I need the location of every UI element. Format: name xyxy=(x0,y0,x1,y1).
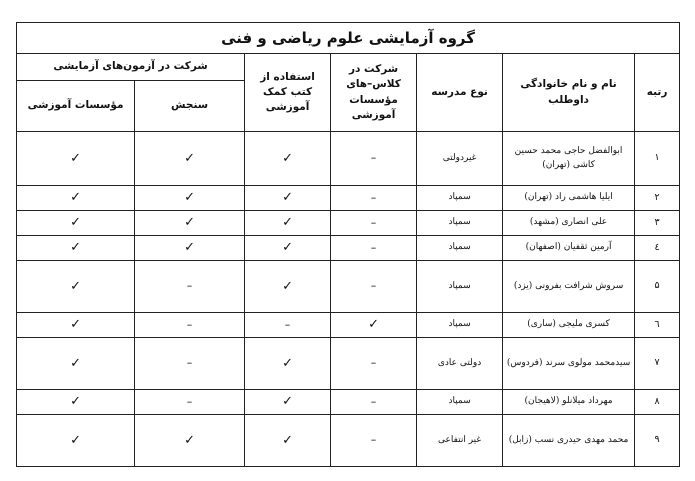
rank-cell: ۵ xyxy=(635,261,680,313)
results-sheet xyxy=(16,22,679,467)
name-cell: مهرداد میلانلو (لاهیجان) xyxy=(503,390,635,415)
name-cell: ایلیا هاشمی راد (تهران) xyxy=(503,186,635,211)
books-cell: ✓ xyxy=(245,132,331,186)
books-cell: ✓ xyxy=(245,236,331,261)
sanjesh-cell: – xyxy=(135,261,245,313)
school-type-cell: سمپاد xyxy=(417,211,503,236)
school-type-cell: سمپاد xyxy=(417,186,503,211)
sanjesh-cell: – xyxy=(135,390,245,415)
books-cell: ✓ xyxy=(245,415,331,467)
classes-cell: ✓ xyxy=(331,313,417,338)
classes-cell: – xyxy=(331,390,417,415)
name-cell: کسری ملیجی (ساری) xyxy=(503,313,635,338)
school-type-cell: دولتی عادی xyxy=(417,338,503,390)
classes-cell: – xyxy=(331,261,417,313)
books-cell: – xyxy=(245,313,331,338)
sanjesh-cell: – xyxy=(135,338,245,390)
rank-cell: ۷ xyxy=(635,338,680,390)
books-cell: ✓ xyxy=(245,390,331,415)
institutes-cell: ✓ xyxy=(17,390,135,415)
name-cell: محمد مهدی حیدری نسب (زابل) xyxy=(503,415,635,467)
school-type-cell: سمپاد xyxy=(417,236,503,261)
results-table xyxy=(16,22,680,467)
name-cell: آرمین ثقفیان (اصفهان) xyxy=(503,236,635,261)
table-row xyxy=(17,338,680,390)
header-school-type: نوع مدرسه xyxy=(417,54,503,132)
school-type-cell: سمپاد xyxy=(417,261,503,313)
rank-cell: ۳ xyxy=(635,211,680,236)
rank-cell: ٤ xyxy=(635,236,680,261)
table-row xyxy=(17,186,680,211)
name-cell: سروش شرافت بفرونی (یزد) xyxy=(503,261,635,313)
header-name: نام و نام خانوادگی داوطلب xyxy=(503,54,635,132)
name-cell: ابوالفضل حاجی محمد حسین کاشی (تهران) xyxy=(503,132,635,186)
classes-cell: – xyxy=(331,132,417,186)
table-row xyxy=(17,211,680,236)
school-type-cell: غیر انتفاعی xyxy=(417,415,503,467)
institutes-cell: ✓ xyxy=(17,338,135,390)
classes-cell: – xyxy=(331,236,417,261)
institutes-cell: ✓ xyxy=(17,313,135,338)
header-books: استفاده از کتب کمک آموزشی xyxy=(245,54,331,132)
institutes-cell: ✓ xyxy=(17,211,135,236)
classes-cell: – xyxy=(331,211,417,236)
school-type-cell: غیردولتی xyxy=(417,132,503,186)
table-row xyxy=(17,261,680,313)
school-type-cell: سمپاد xyxy=(417,313,503,338)
sanjesh-cell: ✓ xyxy=(135,415,245,467)
table-row xyxy=(17,390,680,415)
institutes-cell: ✓ xyxy=(17,261,135,313)
books-cell: ✓ xyxy=(245,261,331,313)
institutes-cell: ✓ xyxy=(17,415,135,467)
books-cell: ✓ xyxy=(245,186,331,211)
rank-cell: ۱ xyxy=(635,132,680,186)
name-cell: علی انصاری (مشهد) xyxy=(503,211,635,236)
classes-cell: – xyxy=(331,415,417,467)
table-body xyxy=(17,132,680,467)
header-classes: شرکت در کلاس–های مؤسسات آموزشی xyxy=(331,54,417,132)
institutes-cell: ✓ xyxy=(17,132,135,186)
rank-cell: ٦ xyxy=(635,313,680,338)
rank-cell: ۹ xyxy=(635,415,680,467)
sanjesh-cell: ✓ xyxy=(135,132,245,186)
books-cell: ✓ xyxy=(245,338,331,390)
header-institutes: مؤسسات آموزشی xyxy=(17,81,135,132)
header-rank: رتبه xyxy=(635,54,680,132)
sanjesh-cell: ✓ xyxy=(135,186,245,211)
institutes-cell: ✓ xyxy=(17,186,135,211)
sanjesh-cell: – xyxy=(135,313,245,338)
rank-cell: ۸ xyxy=(635,390,680,415)
table-title: گروه آزمایشی علوم ریاضی و فنی xyxy=(17,23,680,54)
rank-cell: ۲ xyxy=(635,186,680,211)
header-sanjesh: سنجش xyxy=(135,81,245,132)
classes-cell: – xyxy=(331,338,417,390)
table-row xyxy=(17,415,680,467)
table-row xyxy=(17,132,680,186)
sanjesh-cell: ✓ xyxy=(135,211,245,236)
name-cell: سیدمحمد مولوی سرند (فردوس) xyxy=(503,338,635,390)
table-row xyxy=(17,236,680,261)
header-exams-group: شرکت در آزمون‌های آزمایشی xyxy=(17,54,245,81)
sanjesh-cell: ✓ xyxy=(135,236,245,261)
school-type-cell: سمپاد xyxy=(417,390,503,415)
classes-cell: – xyxy=(331,186,417,211)
institutes-cell: ✓ xyxy=(17,236,135,261)
table-row xyxy=(17,313,680,338)
books-cell: ✓ xyxy=(245,211,331,236)
